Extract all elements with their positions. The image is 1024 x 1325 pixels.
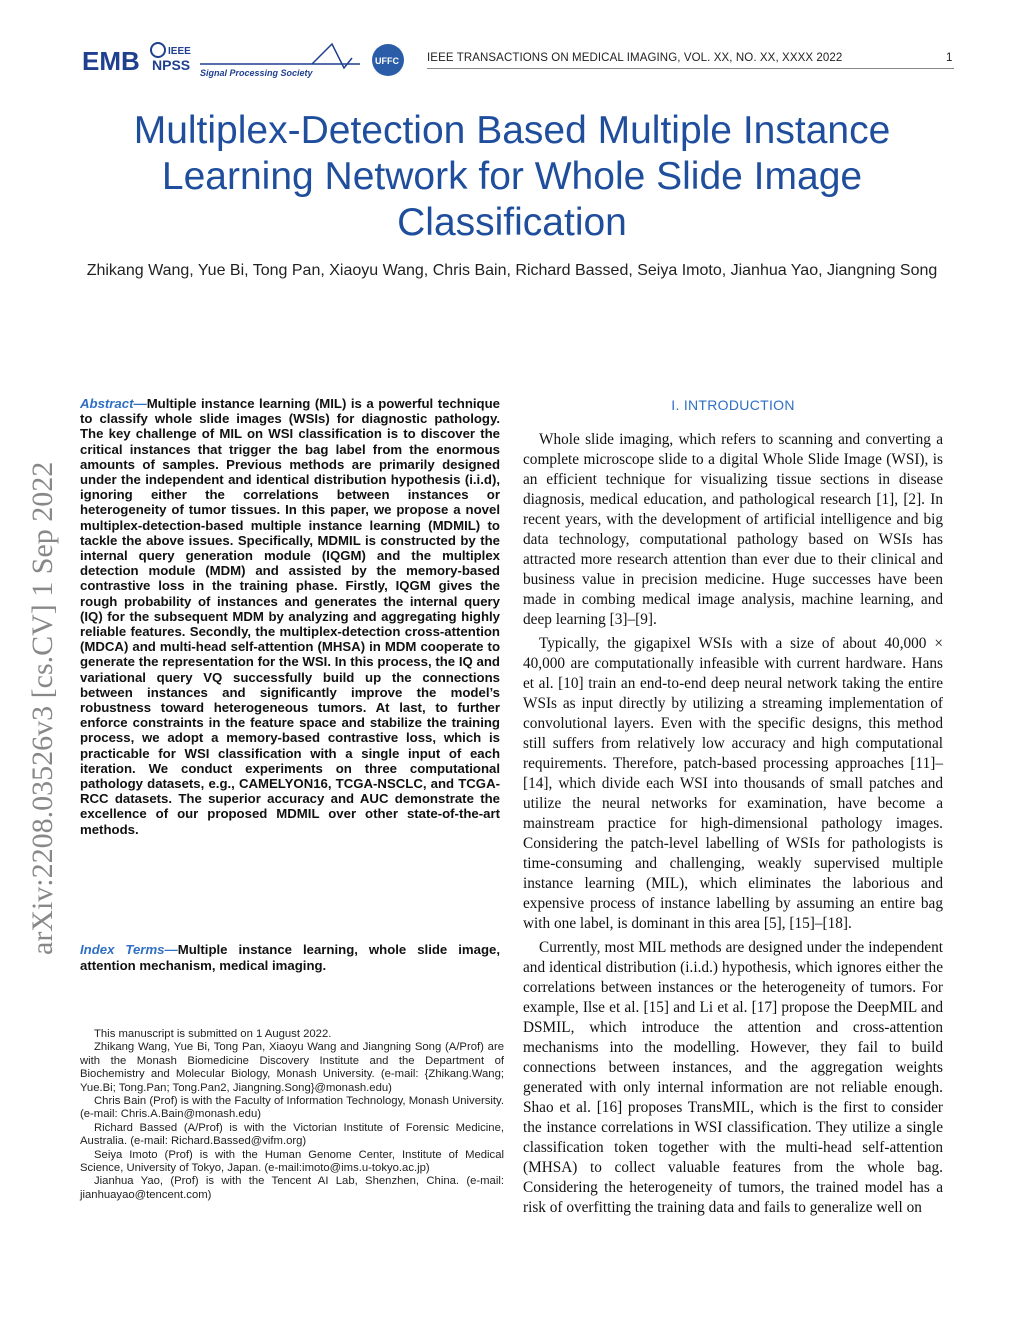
footnote-affiliation: Richard Bassed (A/Prof) is with the Victorian Institute of Forensic Medicine, Australia. (e-mail: Richard.Bassed@vifm.org) [80, 1121, 504, 1148]
abstract-text: Multiple instance learning (MIL) is a powerful technique to classify whole slide images (WSIs) for diagnostic pathology. The key challenge of MIL on WSI classification is to discover the critical instances that trigger the bag label from the enormous amounts of samples. Previous methods are primarily designed under the independent and identical distribution hypothesis (i.i.d), ignoring either the correlations between instances or heterogeneity of tumor tissues. In this paper, we propose a novel multiplex-detection-based multiple instance learning (MDMIL) to tackle the above issues. Specifically, MDMIL is constructed by the internal query generation module (IQGM) and the multiplex detection module (MDM) and assisted by the memory-based contrastive loss in the training phase. Firstly, IQGM gives the rough probability of instances and generates the internal query (IQ) for the subsequent MDM by analyzing and aggregating highly reliable features. Secondly, the multiplex-detection cross-attention (MDCA) and multi-head self-attention (MHSA) in MDM cooperate to generate the representation for the WSI. In this process, the IQ and variational query VQ successfully build up the connections between instances and significantly improve the model’s robustness toward heterogeneous tumors. At last, to further enforce constraints in the feature space and stabilize the training process, we adopt a memory-based contrastive loss, which is practicable for WSI classification with a single input of each iteration. We conduct experiments on three computational pathology datasets, e.g., CAMELYON16, TCGA-NSCLC, and TCGA-RCC datasets. The superior accuracy and AUC demonstrate the excellence of our proposed MDMIL over other state-of-the-art methods. [80, 396, 500, 837]
svg-text:IEEE: IEEE [168, 46, 191, 57]
paper-title: Multiplex-Detection Based Multiple Instance Learning Network for Whole Slide Image Classification [133, 109, 891, 244]
society-logos [82, 40, 412, 82]
svg-text:NPSS: NPSS [152, 57, 191, 73]
abstract [80, 396, 500, 837]
svg-text:Signal Processing Society: Signal Processing Society [200, 68, 313, 78]
journal-header: IEEE TRANSACTIONS ON MEDICAL IMAGING, VOL. XX, NO. XX, XXXX 2022 [427, 52, 843, 64]
footnote-submission: This manuscript is submitted on 1 August 2022. [94, 1028, 332, 1040]
body-paragraph: Currently, most MIL methods are designed under the independent and identical distribution (i.i.d.) hypothesis, which ignores either the correlations between instances or the heterogeneity of tumors. For example, Ilse et al. [15] and Li et al. [17] propose the DeepMIL and DSMIL, which introduce the attention and cross-attention mechanisms into the modelling. However, they fail to build connections between instances, and the aggregation weights generated with only internal information are not reliable enough. Shao et al. [16] proposes TransMIL, which is the first to consider the instance correlations in WSI classification. They utilize a single classification token together with the multi-head self-attention (MHSA) to collect valuable features from the whole bag. Considering the heterogeneity of tumors, the trained model has a risk of overfitting the training data and fails to generalize well on [523, 939, 943, 1216]
index-terms-label: Index Terms— [80, 942, 178, 957]
page-number: 1 [946, 52, 953, 64]
header-rule [427, 68, 954, 69]
body-paragraph: Whole slide imaging, which refers to scanning and converting a complete microscope slide to a digital Whole Slide Image (WSI), is an efficient technique for visualizing tissue sections in disease diagnosis, medical education, and pathological research [1], [2]. In recent years, with the development of artificial intelligence and big data technology, computational pathology based on WSIs has attracted more research attention than ever due to their clinical and business value in precision medicine. Huge successes have been made in combing medical image analysis, machine learning, and deep learning [3]–[9]. [523, 431, 943, 628]
footnotes [80, 1028, 504, 1202]
footnote-affiliation: Jianhua Yao, (Prof) is with the Tencent AI Lab, Shenzhen, China. (e-mail: jianhuayao@tencent.com) [80, 1175, 504, 1201]
uffc-logo [372, 44, 404, 76]
footnote-affiliation: Seiya Imoto (Prof) is with the Human Genome Center, Institute of Medical Science, University of Tokyo, Japan. (e-mail:imoto@ims.u-tokyo.ac.jp) [80, 1148, 504, 1175]
section-heading-introduction: I. INTRODUCTION [671, 397, 795, 413]
index-terms [80, 942, 500, 974]
index-terms-text: Multiple instance learning, whole slide image, attention mechanism, medical imaging. [80, 942, 501, 973]
author-list: Zhikang Wang, Yue Bi, Tong Pan, Xiaoyu Wang, Chris Bain, Richard Bassed, Seiya Imoto, Jianhua Yao, Jiangning Song [86, 262, 938, 279]
body-paragraph: Typically, the gigapixel WSIs with a size of about 40,000 × 40,000 are computationally infeasible with current hardware. Hans et al. [10] train an end-to-end deep neural network taking the entire WSIs as input directly by utilizing a streaming implementation of convolutional layers. Even with the specific designs, this method still suffers from relatively low accuracy and high computational requirements. Therefore, patch-based processing approaches [11]–[14], which divide each WSI into thousands of small patches and utilize the neural networks for examination, have become a mainstream practice for high-dimensional pathology images. Considering the patch-level labelling of WSIs for pathologists is time-consuming and challenging, weakly supervised multiple instance learning (MIL), which eliminates the laborious and expensive process of instance labelling by assuming an entire bag with one label, is dominant in this area [5], [15]–[18]. [523, 635, 943, 932]
emb-logo [82, 46, 140, 76]
svg-text:UFFC: UFFC [375, 56, 399, 66]
footnote-affiliation: Zhikang Wang, Yue Bi, Tong Pan, Xiaoyu Wang and Jiangning Song (A/Prof) are with the Monash Biomedicine Discovery Institute and the Department of Biochemistry and Molecular Biology, Monash University. (e-mail: {Zhikang.Wang; Yue.Bi; Tong.Pan; Tong.Pan2, Jiangning.Song}@monash.edu) [80, 1041, 504, 1094]
arxiv-stamp: arXiv:2208.03526v3 [cs.CV] 1 Sep 2022 [26, 461, 59, 955]
abstract-label: Abstract— [80, 396, 147, 411]
signal-processing-society-logo [200, 44, 360, 78]
npss-logo [151, 43, 191, 73]
footnote-affiliation: Chris Bain (Prof) is with the Faculty of Information Technology, Monash University. (e-mail: Chris.A.Bain@monash.edu) [80, 1095, 504, 1121]
svg-text:EMB: EMB [82, 46, 140, 76]
introduction-body [523, 430, 943, 1222]
